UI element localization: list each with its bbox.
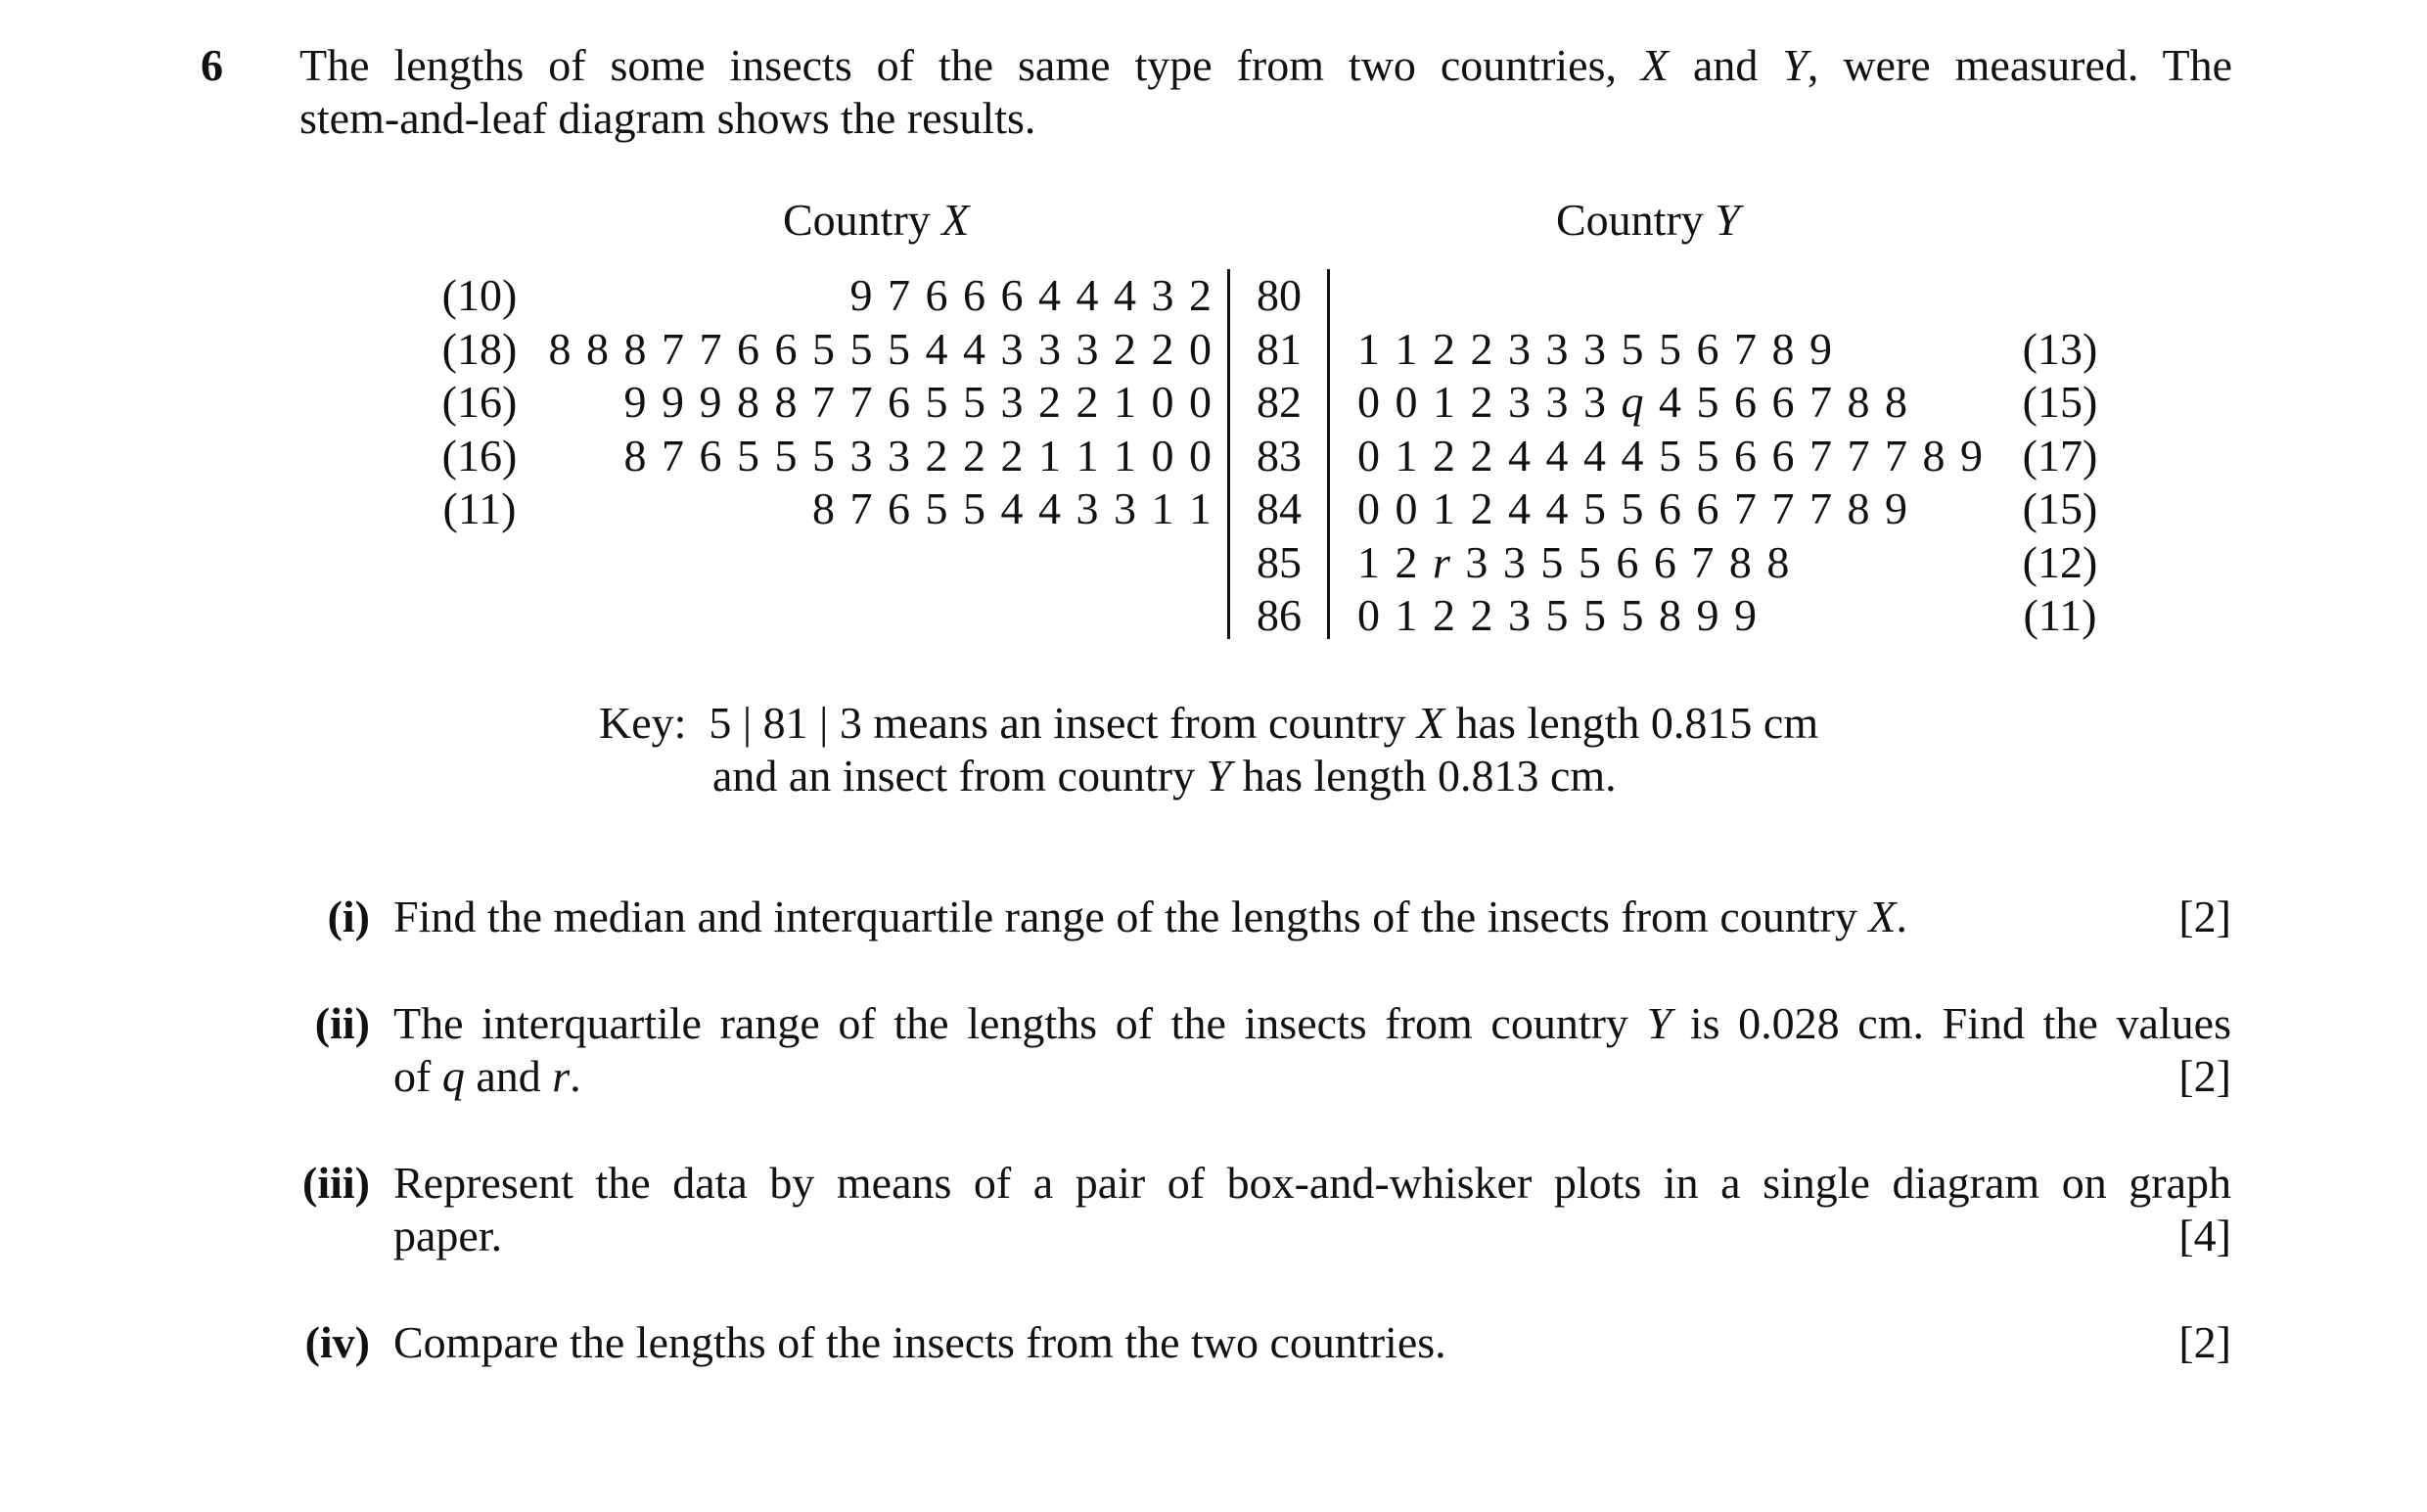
country-x-var: X [941,195,970,245]
right-leaves-part: 0 0 1 2 3 3 3 [1357,377,1622,427]
right-leaves-part: 0 1 2 2 4 4 4 4 5 5 6 6 7 7 7 8 9 [1357,430,1985,481]
var-q: q [441,1051,465,1101]
part-i-text [393,891,1907,943]
right-leaves [1357,323,2003,376]
left-count: (16) [441,377,518,427]
part-text: . [570,1051,581,1101]
right-leaves [1357,430,2003,482]
right-leaves-part: 1 2 [1357,536,1433,587]
country-x-heading [783,194,969,247]
part-label: (ii) [314,998,370,1048]
key-line-2 [712,750,1617,802]
stem: 81 [1257,323,1302,374]
right-leaves-part: 3 3 5 5 6 6 7 8 8 [1451,536,1792,587]
unknown-leaf-var: r [1433,536,1452,587]
part-iii-line-2: paper. [393,1211,503,1260]
right-leaves-part: 0 1 2 2 3 5 5 5 8 9 9 [1357,590,1759,640]
var-y: Y [1646,998,1672,1048]
left-divider-line [1227,269,1230,639]
var-x: X [1640,40,1670,90]
key-text: and an insect from country [712,751,1207,801]
intro-and: and [1669,40,1783,90]
stem: 80 [1257,270,1302,320]
key-var-y: Y [1206,751,1232,801]
intro-text-end: , were measured. The [1807,40,2232,90]
right-count: (12) [2022,536,2098,587]
stem: 84 [1257,483,1302,533]
left-leaves: 8 7 6 5 5 4 4 3 3 1 1 [812,483,1214,533]
part-text: of [393,1051,442,1101]
country-y-heading [1556,194,1740,247]
right-leaves [1357,376,2003,429]
question-intro-line-1 [299,39,2232,92]
right-leaves-part: 1 1 2 2 3 3 3 5 5 6 7 8 9 [1357,323,1834,374]
left-leaves: 9 7 6 6 6 4 4 4 3 2 [849,270,1214,320]
part-iv-text: Compare the lengths of the insects from the two countries. [393,1317,1446,1367]
marks: [2] [2178,892,2231,941]
stem: 85 [1257,536,1302,587]
right-count: (17) [2022,430,2098,481]
left-leaves: 8 8 8 7 7 6 6 5 5 5 4 4 3 3 3 2 2 0 [548,323,1214,374]
part-label: (iii) [302,1158,370,1208]
right-leaves [1357,482,2003,535]
key-text: has length 0.813 cm. [1231,751,1617,801]
country-y-label: Country [1556,195,1716,245]
right-divider-line [1327,269,1330,639]
marks: [2] [2178,1051,2231,1101]
key-label: Key: [599,698,687,748]
right-count: (15) [2022,483,2098,533]
left-leaves: 8 7 6 5 5 5 3 3 2 2 2 1 1 1 0 0 [623,430,1214,481]
var-r: r [552,1051,571,1101]
part-ii-line-2 [393,1050,581,1103]
stem: 86 [1257,590,1302,640]
part-iii-line-1: Represent the data by means of a pair of box-and-whisker plots in a single diagram on graph [393,1158,2231,1208]
marks: [4] [2178,1211,2231,1260]
key-text: has length 0.815 cm [1444,698,1819,748]
left-count: (18) [441,323,518,374]
left-leaves: 9 9 9 8 8 7 7 6 5 5 3 2 2 1 0 0 [623,377,1214,427]
part-text: is 0.028 cm. Find the values [1671,998,2231,1048]
part-ii-line-1 [393,997,2231,1050]
var-y: Y [1782,40,1808,90]
right-count: (11) [2023,590,2097,640]
left-count: (16) [441,430,518,481]
key-var-x: X [1417,698,1445,748]
right-leaves [1357,536,2003,589]
unknown-leaf-var: q [1621,377,1646,427]
part-label: (i) [327,892,370,941]
country-x-label: Country [783,195,942,245]
part-text: The interquartile range of the lengths of the insects from country [393,998,1647,1048]
question-number: 6 [201,40,223,90]
right-leaves-part: 4 5 6 6 7 8 8 [1645,377,1909,427]
left-count: (11) [442,483,517,533]
key-text: 5 | 81 | 3 means an insect from country [709,698,1418,748]
question-intro-line-2: stem-and-leaf diagram shows the results. [299,93,1036,143]
part-text: . [1896,892,1907,941]
right-count: (13) [2022,323,2098,374]
country-y-var: Y [1715,195,1740,245]
right-leaves [1357,589,2003,642]
part-text: Find the median and interquartile range of the lengths of the insects from country [393,892,1869,941]
marks: [2] [2178,1317,2231,1367]
stem: 83 [1257,430,1302,481]
key-line-1 [599,697,1818,750]
stem: 82 [1257,377,1302,427]
part-text: and [464,1051,553,1101]
right-count: (15) [2022,377,2098,427]
part-label: (iv) [304,1317,370,1367]
var-x: X [1868,892,1897,941]
intro-text: The lengths of some insects of the same type from two countries, [299,40,1641,90]
right-leaves-part: 0 0 1 2 4 4 5 5 6 6 7 7 7 8 9 [1357,483,1909,533]
left-count: (10) [441,270,518,320]
